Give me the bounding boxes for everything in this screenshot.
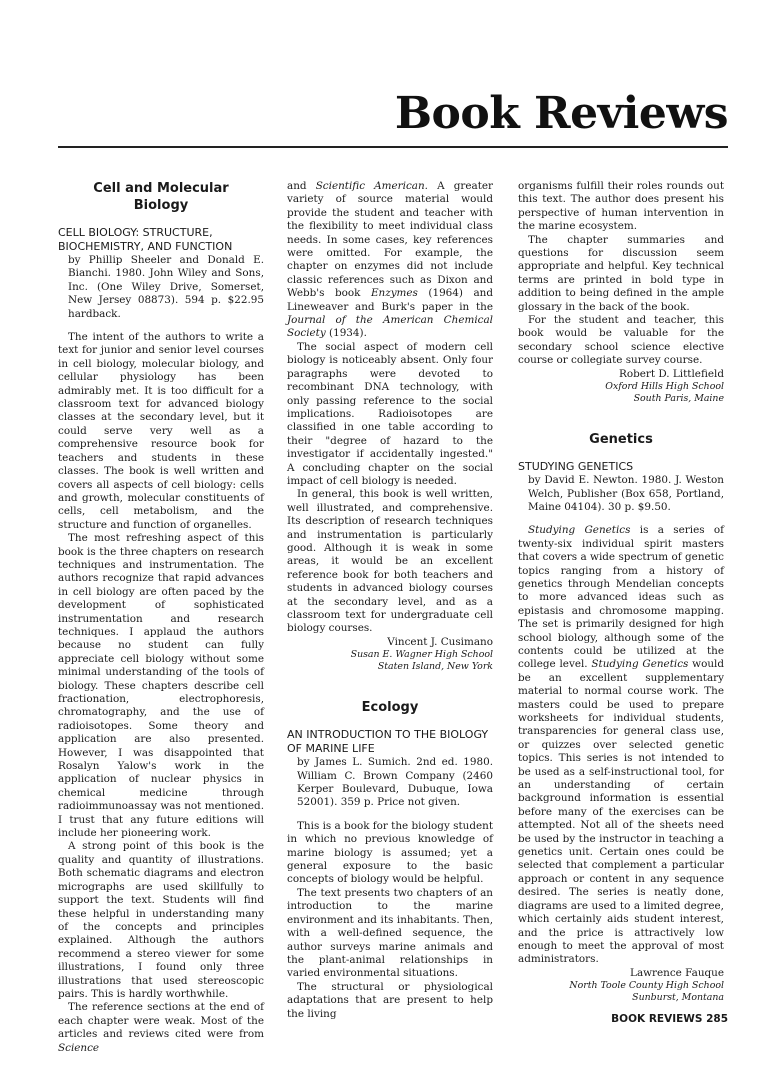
book-title: STUDYING GENETICS bbox=[518, 460, 634, 474]
review-paragraph: This is a book for the biology student in which no previous knowledge of marine biology is assumed; yet a general exposure to the basic concepts of biology would be helpful. bbox=[287, 819, 493, 886]
review-paragraph: The social aspect of modern cell biology is noticeably absent. Only four paragraphs were devoted to recombinant DNA technology, with only passing reference to the social implications. Radioisotopes are classified in one table according to their "degree of hazard to the investigator if accidentally ingested." A concluding chapter on the social impact of cell biology is needed. bbox=[287, 340, 493, 487]
book-citation: by David E. Newton. 1980. J. Weston Welch, Publisher (Box 658, Portland, Maine 04104). 30 p. $9.50. bbox=[528, 474, 724, 513]
book-citation: by James L. Sumich. 2nd ed. 1980. William C. Brown Company (2460 Kerper Boulevard, Dubuque, Iowa 52001). 359 p. Price not given. bbox=[297, 756, 493, 809]
page-footer: BOOK REVIEWS 285 bbox=[611, 1013, 728, 1025]
book-title: AN INTRODUCTION TO THE BIOLOGY OF MARINE LIFE bbox=[287, 728, 489, 756]
section-heading-ecology: Ecology bbox=[361, 700, 419, 716]
section-heading-genetics: Genetics bbox=[589, 432, 653, 448]
review-paragraph: The reference sections at the end of each chapter were weak. Most of the articles and reviews cited were from Science bbox=[58, 1001, 264, 1054]
reviewer-location: Staten Island, New York bbox=[377, 661, 493, 673]
review-paragraph: For the student and teacher, this book would be valuable for the secondary school science elective course or collegiate survey course. bbox=[518, 314, 724, 367]
header-rule bbox=[58, 146, 728, 148]
reviewer-affiliation: North Toole County High School bbox=[569, 980, 724, 992]
reviewer-name: Vincent J. Cusimano bbox=[387, 635, 493, 648]
page-title: Book Reviews bbox=[394, 88, 728, 139]
reviewer-location: South Paris, Maine bbox=[633, 393, 724, 405]
review-paragraph: Studying Genetics is a series of twenty-six individual spirit masters that covers a wide spectrum of genetic topics ranging from a history of genetics through Mendelian concepts to more advanced ideas such as epistasis and chromosome mapping. The set is primarily designed for high school biology, although some of the contents could be utilized at the college level. Studying Genetics would be an excellent supplementary material to normal course work. The masters could be used to prepare worksheets for individual students, transparencies for general class use, or quizzes over selected genetic topics. This series is not intended to be used as a self-instructional tool, for an understanding of certain background information is essential before many of the exercises can be attempted. Not all of the sheets need be used by the instructor in teaching a genetics unit. Certain ones could be selected that complement a particular approach or content in any sequence desired. The series is neatly done, diagrams are used to a limited degree, which certainly aids student interest, and the price is attractively low enough to meet the approval of most administrators. bbox=[518, 524, 724, 966]
section-heading-cell-biology: Cell and Molecular Biology bbox=[93, 181, 229, 213]
review-paragraph: The structural or physiological adaptations that are present to help the living bbox=[287, 980, 493, 1020]
review-paragraph: organisms fulfill their roles rounds out this text. The author does present his perspective of human intervention in the marine ecosystem. bbox=[518, 180, 724, 233]
review-paragraph: The chapter summaries and questions for discussion seem appropriate and helpful. Key technical terms are printed in bold type in addition to being defined in the ample glossary in the back of the book. bbox=[518, 233, 724, 313]
review-paragraph: and Scientific American. A greater variety of source material would provide the student and teacher with the flexibility to meet individual class needs. In some cases, key references were omitted. For example, the chapter on enzymes did not include classic references such as Dixon and Webb's book Enzymes (1964) and Lineweaver and Burk's paper in the Journal of the American Chemical Society (1934). bbox=[287, 180, 493, 340]
column-1 bbox=[58, 180, 264, 1055]
reviewer-name: Lawrence Fauque bbox=[630, 966, 724, 979]
book-title: CELL BIOLOGY: STRUCTURE, BIOCHEMISTRY, AND FUNCTION bbox=[58, 226, 233, 253]
review-paragraph: The text presents two chapters of an introduction to the marine environment and its inhabitants. Then, with a well-defined sequence, the author surveys marine animals and the plant-animal relationships in varied environmental situations. bbox=[287, 886, 493, 980]
column-3 bbox=[518, 180, 724, 1004]
reviewer-affiliation: Oxford Hills High School bbox=[605, 381, 724, 393]
reviewer-name: Robert D. Littlefield bbox=[619, 367, 724, 380]
reviewer-affiliation: Susan E. Wagner High School bbox=[350, 649, 493, 661]
review-paragraph: In general, this book is well written, well illustrated, and comprehensive. Its description of research techniques and instrumentation is particularly good. Although it is weak in some areas, it would be an excellent reference book for both teachers and students in advanced biology courses at the secondary level, and as a classroom text for undergraduate cell biology courses. bbox=[287, 488, 493, 635]
review-paragraph: The most refreshing aspect of this book is the three chapters on research techniques and instrumentation. The authors recognize that rapid advances in cell biology are often paced by the development of sophisticated instrumentation and research techniques. I applaud the authors because no student can fully appreciate cell biology without some minimal understanding of the tools of biology. These chapters describe cell fractionation, electrophoresis, chromatography, and the use of radioisotopes. Some theory and application are also presented. However, I was disappointed that Rosalyn Yalow's work in the application of nuclear physics in chemical medicine through radioimmunoassay was not mentioned. I trust that any future editions will include her pioneering work. bbox=[58, 532, 264, 840]
review-paragraph: A strong point of this book is the quality and quantity of illustrations. Both schematic diagrams and electron micrographs are used skillfully to support the text. Students will find these helpful in understanding many of the concepts and principles explained. Although the authors recommend a stereo viewer for some illustrations, I found only three illustrations that used stereoscopic pairs. This is hardly worthwhile. bbox=[58, 840, 264, 1000]
journal-name: Science bbox=[58, 1041, 100, 1054]
reviewer-location: Sunburst, Montana bbox=[632, 992, 724, 1004]
book-citation: by Phillip Sheeler and Donald E. Bianchi. 1980. John Wiley and Sons, Inc. (One Wiley Drive, Somerset, New Jersey 08873). 594 p. $22.95 hardback. bbox=[68, 254, 264, 320]
column-2 bbox=[287, 180, 493, 1021]
review-paragraph: The intent of the authors to write a text for junior and senior level courses in cell biology, molecular biology, and cellular physiology has been admirably met. It is too difficult for a classroom text for advanced biology classes at the secondary level, but it could serve very well as a comprehensive resource book for teachers and students in these classes. The book is well written and covers all aspects of cell biology: cells and growth, molecular constituents of cells, cell metabolism, and the structure and function of organelles. bbox=[58, 331, 264, 531]
